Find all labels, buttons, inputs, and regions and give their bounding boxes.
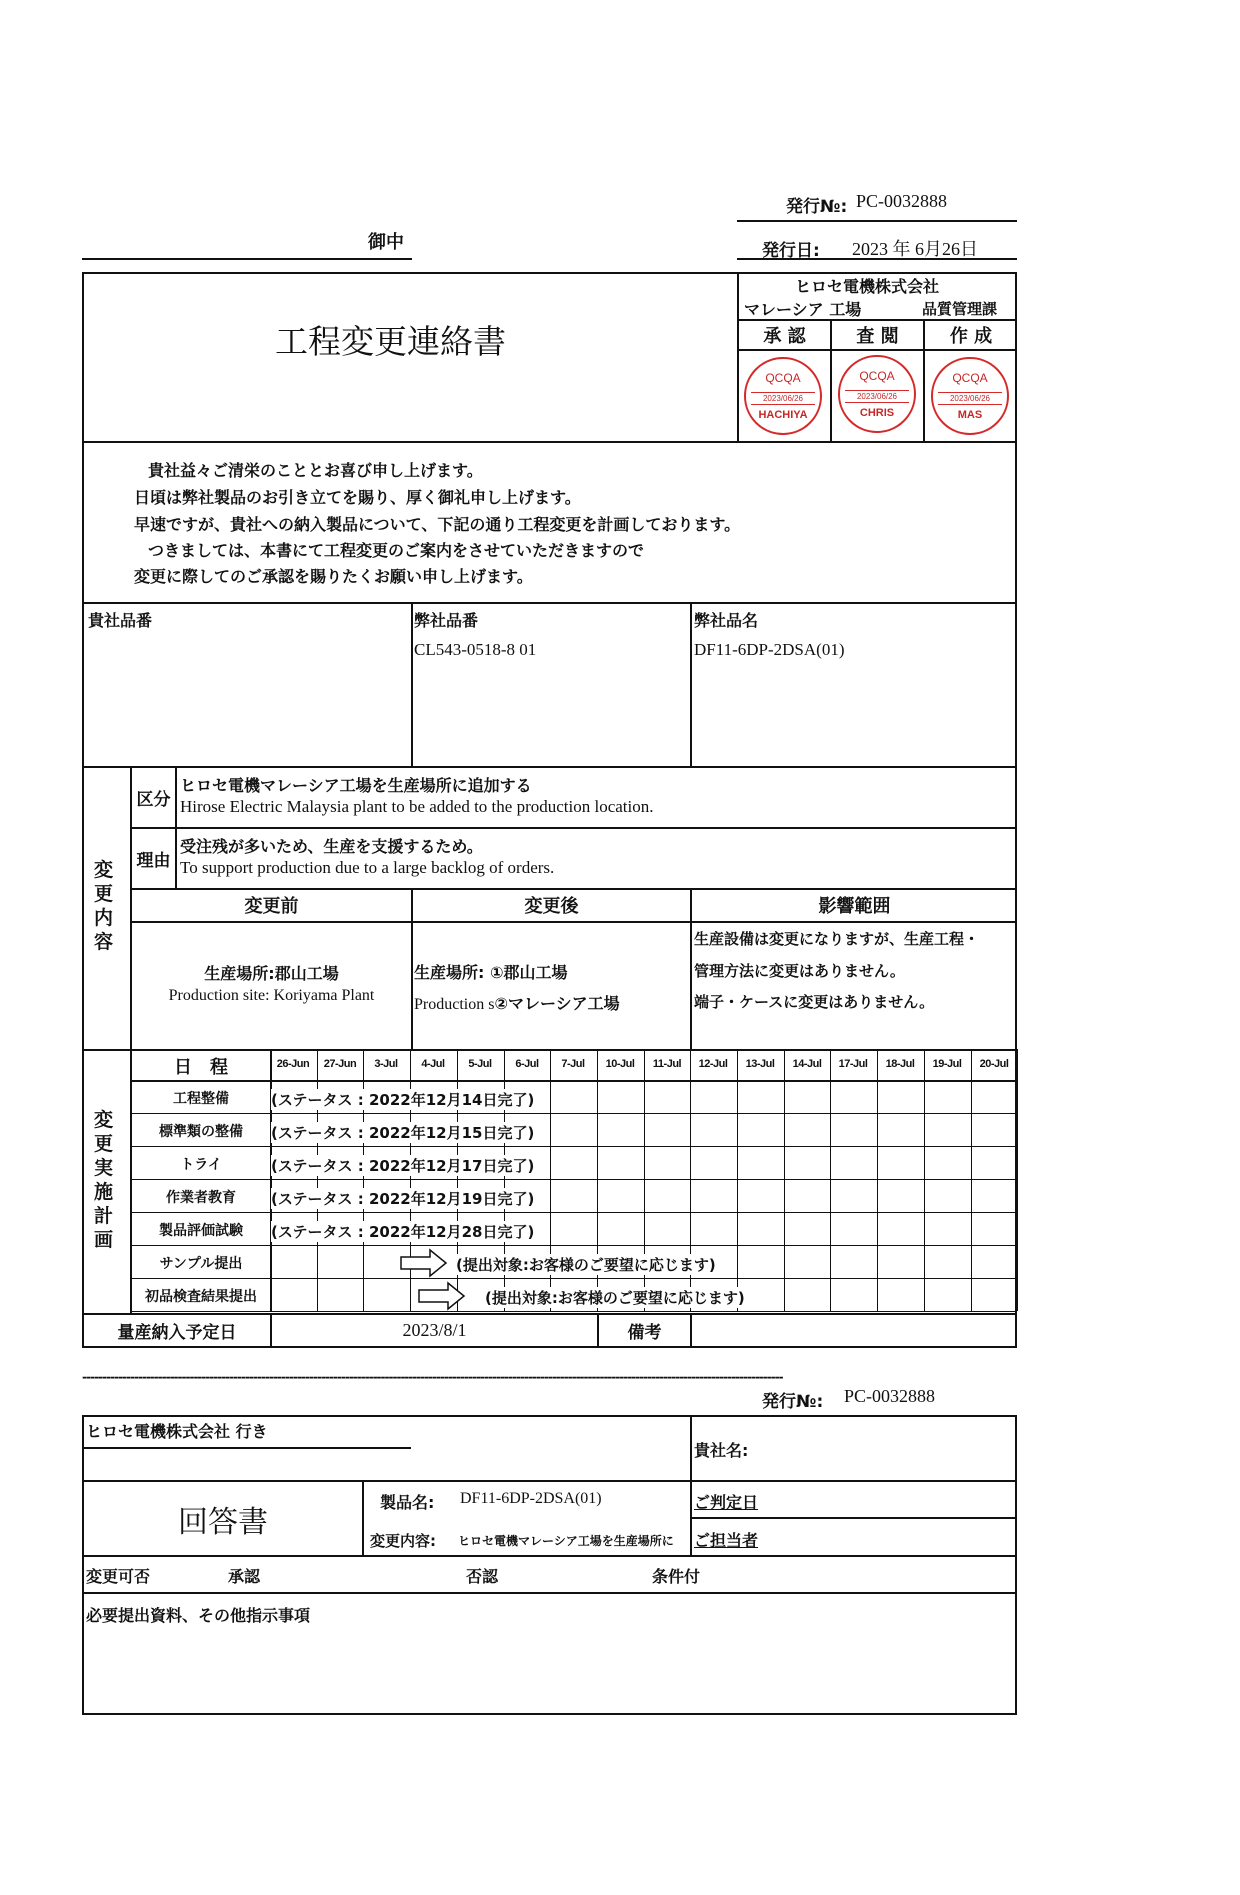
row-status-training: (ステータス : 2022年12月19日完了) (271, 1190, 535, 1208)
greeting-line-1: 貴社益々ご清栄のこととお喜び申し上げます。 (148, 461, 483, 480)
parts-bottom-line (82, 766, 1017, 768)
row-label-sample: サンプル提出 (159, 1255, 243, 1272)
greeting-bottom-line (82, 602, 1017, 604)
impact-line-1: 生産設備は変更になりますが、生産工程・ (694, 930, 980, 948)
schedule-date-header: 11-Jul (652, 1058, 682, 1070)
title-divider (737, 272, 739, 442)
plan-section-label (94, 1108, 113, 1252)
category-label: 区分 (136, 789, 171, 810)
before-jp: 生産場所:郡山工場 (204, 963, 339, 983)
issue-date-underline (737, 258, 1017, 260)
before-label: 変更前 (244, 896, 299, 917)
addressee-suffix: 御中 (368, 232, 404, 253)
row-label-trial: トライ (180, 1156, 222, 1173)
issue-number-underline (737, 220, 1017, 222)
label-char: 実 (94, 1157, 114, 1179)
reply-issue-number-label: 発行№: (762, 1392, 824, 1412)
stamp-date: 2023/06/26 (751, 392, 815, 405)
reply-change-value: ヒロセ電機マレーシア工場を生産場所に (458, 1534, 674, 1548)
schedule-date-header: 13-Jul (745, 1058, 775, 1070)
schedule-label: 日 程 (174, 1056, 228, 1078)
schedule-column-line (924, 1049, 925, 1311)
approval-stamp-chris (838, 355, 916, 433)
row-status-evaluation: (ステータス : 2022年12月28日完了) (271, 1223, 535, 1241)
greeting-line-2: 日頃は弊社製品のお引き立てを賜り、厚く御礼申し上げます。 (134, 488, 581, 507)
schedule-column-line (1017, 1049, 1018, 1311)
reply-instructions-label: 必要提出資料、その他指示事項 (86, 1606, 311, 1625)
reply-issue-number: PC-0032888 (844, 1386, 936, 1406)
customer-part-number-label: 貴社品番 (88, 611, 153, 630)
document-title: 工程変更連絡書 (275, 322, 506, 361)
after-label: 変更後 (524, 896, 579, 917)
arrow-right-icon (418, 1281, 466, 1311)
approval-header-bottom (737, 349, 1017, 351)
schedule-date-header: 17-Jul (838, 1058, 868, 1070)
schedule-row-line (130, 1278, 1017, 1279)
reply-decision-label: 変更可否 (86, 1567, 151, 1586)
reply-title: 回答書 (178, 1504, 268, 1540)
schedule-date-header: 27-Jun (323, 1058, 357, 1070)
reply-product-label: 製品名: (380, 1493, 435, 1512)
company-name: ヒロセ電機株式会社 (795, 277, 940, 296)
company-plant: マレーシア 工場 (744, 300, 862, 319)
remarks-label: 備考 (627, 1323, 662, 1343)
row-label-evaluation: 製品評価試験 (159, 1222, 243, 1239)
reply-instructions-area[interactable] (84, 1628, 1015, 1713)
before-after-header-line (130, 921, 1017, 923)
reply-person-label[interactable] (694, 1528, 758, 1551)
schedule-date-header: 19-Jul (932, 1058, 962, 1070)
schedule-date-header: 20-Jul (979, 1058, 1009, 1070)
schedule-column-line (784, 1049, 785, 1311)
reason-label: 理由 (136, 851, 171, 871)
stamp-name: HACHIYA (758, 409, 808, 421)
stamp-date: 2023/06/26 (938, 392, 1002, 405)
category-jp: ヒロセ電機マレーシア工場を生産場所に追加する (180, 776, 532, 795)
row-label-process-setup: 工程整備 (173, 1090, 229, 1107)
reply-customer-name-label: 貴社名: (694, 1441, 749, 1460)
greeting-line-3: 早速ですが、貴社への納入製品について、下記の通り工程変更を計画しております。 (134, 515, 741, 534)
arrow-right-icon (400, 1248, 448, 1278)
schedule-column-line (877, 1049, 878, 1311)
category-bottom-line (130, 827, 1017, 829)
reply-change-label: 変更内容: (370, 1532, 436, 1550)
impact-line-3: 端子・ケースに変更はありません。 (694, 993, 935, 1011)
stamp-org: QCQA (859, 369, 895, 383)
reply-conditional-option[interactable]: 条件付 (652, 1567, 701, 1586)
mass-delivery-date: 2023/8/1 (402, 1320, 467, 1340)
after-line-2-prefix: Production s (414, 996, 495, 1013)
schedule-date-header: 12-Jul (698, 1058, 728, 1070)
after-line-1: 生産場所: ①郡山工場 (414, 963, 568, 982)
schedule-column-line (830, 1049, 831, 1311)
reply-judgment-date-label[interactable] (694, 1490, 758, 1513)
greeting-line-5: 変更に際してのご承認を賜りたくお願い申し上げます。 (134, 567, 533, 586)
row-label-training: 作業者教育 (166, 1189, 236, 1206)
schedule-date-header: 4-Jul (421, 1058, 445, 1070)
schedule-column-line (971, 1049, 972, 1311)
reply-title-divider (362, 1480, 364, 1555)
our-part-number-label: 弊社品番 (414, 611, 479, 630)
label-char: 更 (94, 1133, 114, 1155)
addressee-underline (82, 258, 412, 260)
row-status-standards: (ステータス : 2022年12月15日完了) (271, 1124, 535, 1142)
impact-line-2: 管理方法に変更はありません。 (694, 962, 905, 980)
schedule-date-header: 18-Jul (885, 1058, 915, 1070)
label-char: 更 (94, 883, 114, 905)
schedule-date-header: 6-Jul (515, 1058, 539, 1070)
remarks-value[interactable] (692, 1315, 1015, 1346)
our-product-name-label: 弊社品名 (694, 611, 759, 630)
reason-en: To support production due to a large backlog of orders. (180, 858, 555, 877)
after-line-2 (414, 991, 620, 1014)
issue-number-label: 発行№: (786, 197, 848, 217)
reply-decision-bottom-line (82, 1592, 1017, 1594)
row-status-sample: (提出対象:お客様のご要望に応じます) (456, 1256, 716, 1274)
parts-divider-1 (411, 602, 413, 767)
label-char: 画 (94, 1229, 114, 1251)
stamp-date: 2023/06/26 (845, 390, 909, 403)
reply-reject-option[interactable]: 否認 (466, 1567, 499, 1586)
company-dept: 品質管理課 (922, 300, 998, 318)
label-char: 変 (94, 1109, 114, 1131)
row-status-first-inspection: (提出対象:お客様のご要望に応じます) (485, 1289, 745, 1307)
schedule-row-line (130, 1113, 1017, 1114)
schedule-row-line (130, 1179, 1017, 1180)
title-bottom-line (82, 441, 1017, 443)
stamp-org: QCQA (952, 371, 988, 385)
person-text: ご担当者 (694, 1531, 759, 1550)
our-part-number-value: CL543-0518-8 01 (414, 640, 537, 659)
label-char: 容 (94, 931, 114, 953)
judgment-date-text: ご判定日 (694, 1493, 759, 1512)
after-line-2-suffix: ②マレーシア工場 (494, 994, 620, 1013)
reply-to: ヒロセ電機株式会社 行き (86, 1422, 268, 1441)
stamp-org: QCQA (765, 371, 801, 385)
reply-judgment-line (690, 1517, 1017, 1519)
mass-delivery-label: 量産納入予定日 (117, 1323, 237, 1343)
reason-jp: 受注残が多いため、生産を支援するため。 (180, 837, 483, 856)
schedule-row-line (130, 1146, 1017, 1147)
reply-product-value: DF11-6DP-2DSA(01) (460, 1490, 602, 1507)
reply-right-divider (690, 1415, 692, 1555)
greeting-line-4: つきましては、本書にて工程変更のご案内をさせていただきますので (148, 541, 645, 560)
reply-middle-bottom-line (82, 1555, 1017, 1557)
approval-label-prepare: 作 成 (949, 325, 993, 347)
reply-to-underline (84, 1447, 411, 1449)
row-label-first-inspection: 初品検査結果提出 (145, 1288, 257, 1305)
label-char: 施 (94, 1181, 114, 1203)
label-char: 変 (94, 859, 114, 881)
parts-divider-2 (690, 602, 692, 767)
cut-line: -------------------------------------------------------------------------------------------------------------------------------------------------------------------------------- (82, 1370, 783, 1384)
stamp-name: CHRIS (859, 407, 895, 419)
schedule-date-header: 26-Jun (276, 1058, 310, 1070)
schedule-date-header: 5-Jul (468, 1058, 492, 1070)
schedule-date-header: 7-Jul (561, 1058, 585, 1070)
schedule-date-header: 10-Jul (605, 1058, 635, 1070)
schedule-date-header: 3-Jul (374, 1058, 398, 1070)
schedule-row-line (130, 1245, 1017, 1246)
row-label-standards: 標準類の整備 (159, 1123, 243, 1140)
schedule-column-line (737, 1049, 738, 1311)
approval-label-review: 査 閲 (856, 325, 899, 347)
category-en: Hirose Electric Malaysia plant to be added to the production location. (180, 797, 654, 816)
issue-number: PC-0032888 (856, 191, 948, 211)
change-content-label (94, 858, 113, 954)
our-product-name-value: DF11-6DP-2DSA(01) (694, 640, 845, 659)
approval-stamp-hachiya (744, 357, 822, 435)
schedule-row-line (130, 1212, 1017, 1213)
label-char: 内 (94, 907, 114, 929)
stamp-name: MAS (957, 409, 983, 421)
approval-stamp-mas (931, 357, 1009, 435)
issue-date: 2023 年 6月26日 (852, 239, 978, 259)
label-char: 計 (94, 1205, 114, 1227)
schedule-row-line (130, 1311, 1017, 1312)
row-status-process-setup: (ステータス : 2022年12月14日完了) (271, 1091, 535, 1109)
before-en: Production site: Koriyama Plant (168, 987, 375, 1004)
approval-label-approve: 承 認 (763, 325, 806, 347)
schedule-date-header: 14-Jul (792, 1058, 822, 1070)
reply-approve-option[interactable]: 承認 (228, 1567, 261, 1586)
issue-date-label: 発行日: (762, 241, 820, 261)
impact-label: 影響範囲 (818, 896, 891, 917)
row-status-trial: (ステータス : 2022年12月17日完了) (271, 1157, 535, 1175)
